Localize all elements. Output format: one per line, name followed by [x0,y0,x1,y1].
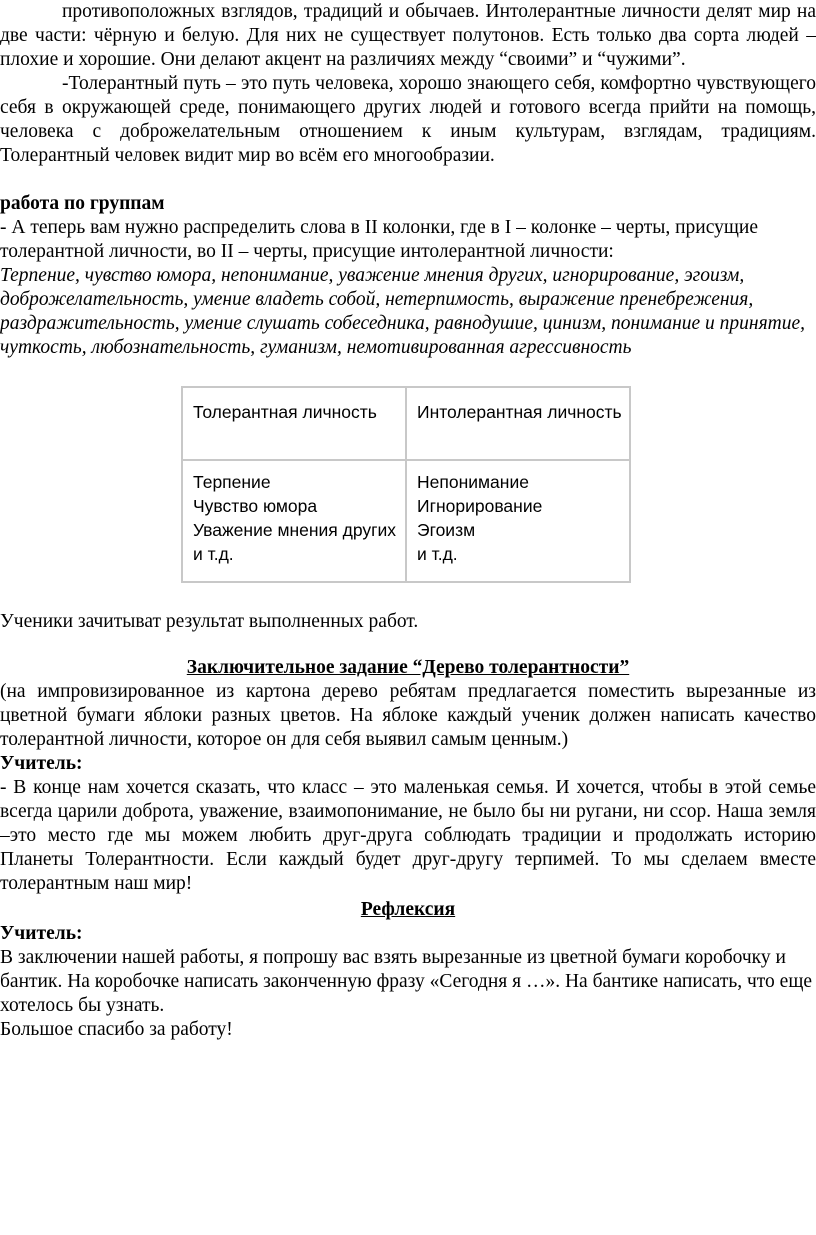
teacher-label: Учитель: [0,923,83,944]
intro-paragraph-1: противоположных взглядов, традиций и обычаев. Интолерантные личности делят мир на две части: чёрную и белую. Для них не существует полутонов. Есть только два сорта людей – плохие и хорошие. Они делают акцент на различиях между “своими” и “чужими”. [0,1,816,70]
teacher-speech: - В конце нам хочется сказать, что класс – это маленькая семья. И хочется, чтобы в этой семье всегда царили доброта, уважение, взаимопонимание, не было бы ни ругани, ни ссор. Наша земля –это место где мы можем любить друг-друга соблюдать традиции и продолжать историю Планеты Толерантности. Если каждый будет друг-другу терпимей. То мы сделаем вместе толерантным наш мир! [0,777,816,894]
list-item: Непонимание [417,472,529,492]
group-work-section [0,192,816,360]
list-item: Чувство юмора [193,496,318,516]
list-item: Эгоизм [417,520,476,540]
final-task-description: (на импровизированное из картона дерево ребятам предлагается поместить вырезанные из цветной бумаги яблоки разных цветов. На яблоке каждый ученик должен написать качество толерантной личности, которое он для себя выявил самым ценным.) [0,681,816,750]
intolerant-traits-list [407,461,629,581]
reflection-heading: Рефлексия [360,899,456,920]
group-work-word-list: Терпение, чувство юмора, непонимание, уважение мнения других, игнорирование, эгоизм, доброжелательность, умение владеть собой, нетерпимость, выражение пренебрежения, раздражительность, умение слушать собеседника, равнодушие, цинизм, понимание и принятие, чуткость, любознательность, гуманизм, немотивированная агрессивность [0,265,806,358]
table-row [182,460,630,582]
final-task-heading: Заключительное задание “Дерево толерантности” [186,657,630,678]
traits-table [181,386,631,583]
after-table-section [0,610,816,634]
reflection-text: В заключении нашей работы, я попрошу вас взять вырезанные из цветной бумаги коробочку и бантик. На коробочке написать законченную фразу «Сегодня я …». На бантике написать, что еще хотелось бы узнать. [0,947,813,1016]
thanks-text: Большое спасибо за работу! [0,1019,233,1040]
table-header-cell [406,387,630,460]
final-task-section [0,656,816,896]
list-item: и т.д. [417,544,458,564]
after-table-text: Ученики зачитыват результат выполненных работ. [0,611,419,632]
tolerant-traits-list [183,461,405,581]
table-cell [182,460,406,582]
list-item: Уважение мнения других [193,520,397,540]
header-intolerant: Интолерантная личность [417,402,622,422]
intro-paragraph-2: -Толерантный путь – это путь человека, хорошо знающего себя, комфортно чувствующего себя в окружающей среде, понимающего других людей и готового всегда прийти на помощь, человека с доброжелательным отношением к иным культурам, взглядам, традициям. Толерантный человек видит мир во всём его многообразии. [0,73,816,166]
intro-section [0,0,816,168]
group-work-instruction: - А теперь вам нужно распределить слова в II колонки, где в I – колонке – черты, присущие толерантной личности, во II – черты, присущие интолерантной личности: [0,217,758,262]
list-item: Игнорирование [417,496,543,516]
table-header-row [182,387,630,460]
list-item: Терпение [193,472,271,492]
list-item: и т.д. [193,544,234,564]
header-tolerant: Толерантная личность [193,402,377,422]
traits-table-wrapper [181,386,631,583]
group-work-heading: работа по группам [0,193,165,214]
teacher-label: Учитель: [0,753,83,774]
table-cell [406,460,630,582]
table-header-cell [182,387,406,460]
reflection-section [0,898,816,1042]
